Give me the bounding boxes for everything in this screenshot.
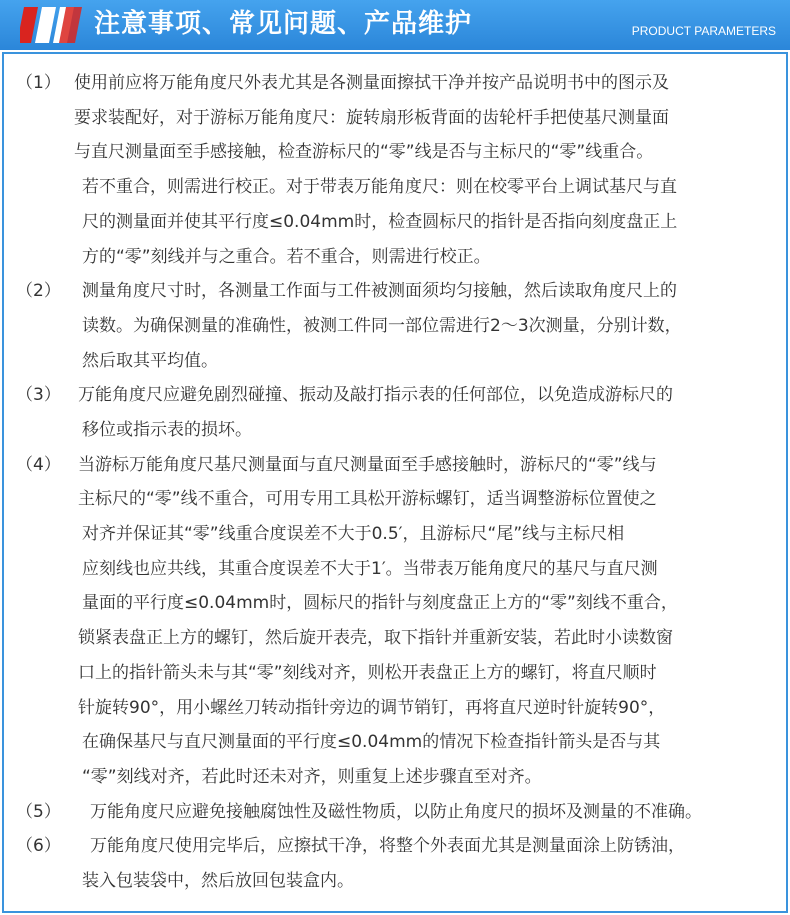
note-number: （5）: [16, 801, 61, 822]
note-text-line: 然后取其平均值。: [82, 350, 218, 371]
content-panel: [2, 52, 788, 913]
note-number: （6）: [16, 836, 61, 857]
note-text-line: 使用前应将万能角度尺外表尤其是各测量面擦拭干净并按产品说明书中的图示及: [74, 73, 669, 93]
note-text-line: “零”刻线对齐，若此时还未对齐，则重复上述步骤直至对齐。: [82, 766, 542, 787]
note-text-line: 读数。为确保测量的准确性，被测工件同一部位需进行2～3次测量，分别计数，: [82, 315, 682, 336]
note-text-line: 对齐并保证其“零”线重合度误差不大于0.5′，且游标尺“尾”线与主标尺相: [82, 524, 625, 545]
note-text-line: 万能角度尺应避免接触腐蚀性及磁性物质，以防止角度尺的损坏及测量的不准确。: [90, 801, 702, 822]
note-text-line: 针旋转90°，用小螺丝刀转动指针旁边的调节销钉，再将直尺逆时针旋转90°，: [78, 697, 666, 718]
note-text-line: 测量角度尺寸时，各测量工作面与工件被测面须均匀接触，然后读取角度尺上的: [82, 281, 677, 302]
note-text-line: 口上的指针箭头未与其“零”刻线对齐，则松开表盘正上方的螺钉，将直尺顺时: [78, 662, 657, 683]
striped-slash-logo-icon: [20, 3, 82, 47]
note-text-line: 尺的测量面并使其平行度≤0.04mm时，检查圆标尺的指针是否指向刻度盘正上: [82, 211, 678, 232]
note-text-line: 锁紧表盘正上方的螺钉，然后旋开表壳，取下指针并重新安装，若此时小读数窗: [78, 628, 673, 649]
note-text-line: 若不重合，则需进行校正。对于带表万能角度尺：则在校零平台上调试基尺与直: [82, 177, 677, 198]
note-text-line: 应刻线也应共线，其重合度误差不大于1′。当带表万能角度尺的基尺与直尺测: [82, 558, 658, 579]
note-number: （3）: [16, 385, 61, 406]
note-number: （1）: [16, 73, 61, 93]
note-text-line: 要求装配好，对于游标万能角度尺：旋转扇形板背面的齿轮杆手把使基尺测量面: [74, 107, 669, 128]
section-title: 注意事项、常见问题、产品维护: [94, 9, 473, 39]
note-text-line: 移位或指示表的损坏。: [82, 419, 252, 440]
note-text-line: 万能角度尺应避免剧烈碰撞、振动及敲打指示表的任何部位，以免造成游标尺的: [78, 385, 673, 406]
note-text-line: 量面的平行度≤0.04mm时，圆标尺的指针与刻度盘正上方的“零”刻线不重合，: [82, 593, 678, 614]
note-text-line: 当游标万能角度尺基尺测量面与直尺测量面至手感接触时，游标尺的“零”线与: [78, 454, 657, 475]
section-header: [0, 0, 790, 50]
note-text-line: 万能角度尺使用完毕后，应擦拭干净，将整个外表面尤其是测量面涂上防锈油，: [90, 836, 685, 857]
note-text-line: 装入包装袋中，然后放回包装盒内。: [82, 871, 354, 892]
note-text-line: 与直尺测量面至手感接触，检查游标尺的“零”线是否与主标尺的“零”线重合。: [74, 142, 654, 163]
note-text-line: 在确保基尺与直尺测量面的平行度≤0.04mm的情况下检查指针箭头是否与其: [82, 732, 661, 753]
note-number: （4）: [16, 454, 61, 475]
note-text-line: 方的“零”刻线并与之重合。若不重合，则需进行校正。: [82, 246, 491, 267]
section-subtitle: PRODUCT PARAMETERS: [631, 24, 776, 38]
note-text-line: 主标尺的“零”线不重合，可用专用工具松开游标螺钉，适当调整游标位置使之: [78, 489, 657, 510]
note-number: （2）: [16, 281, 61, 302]
